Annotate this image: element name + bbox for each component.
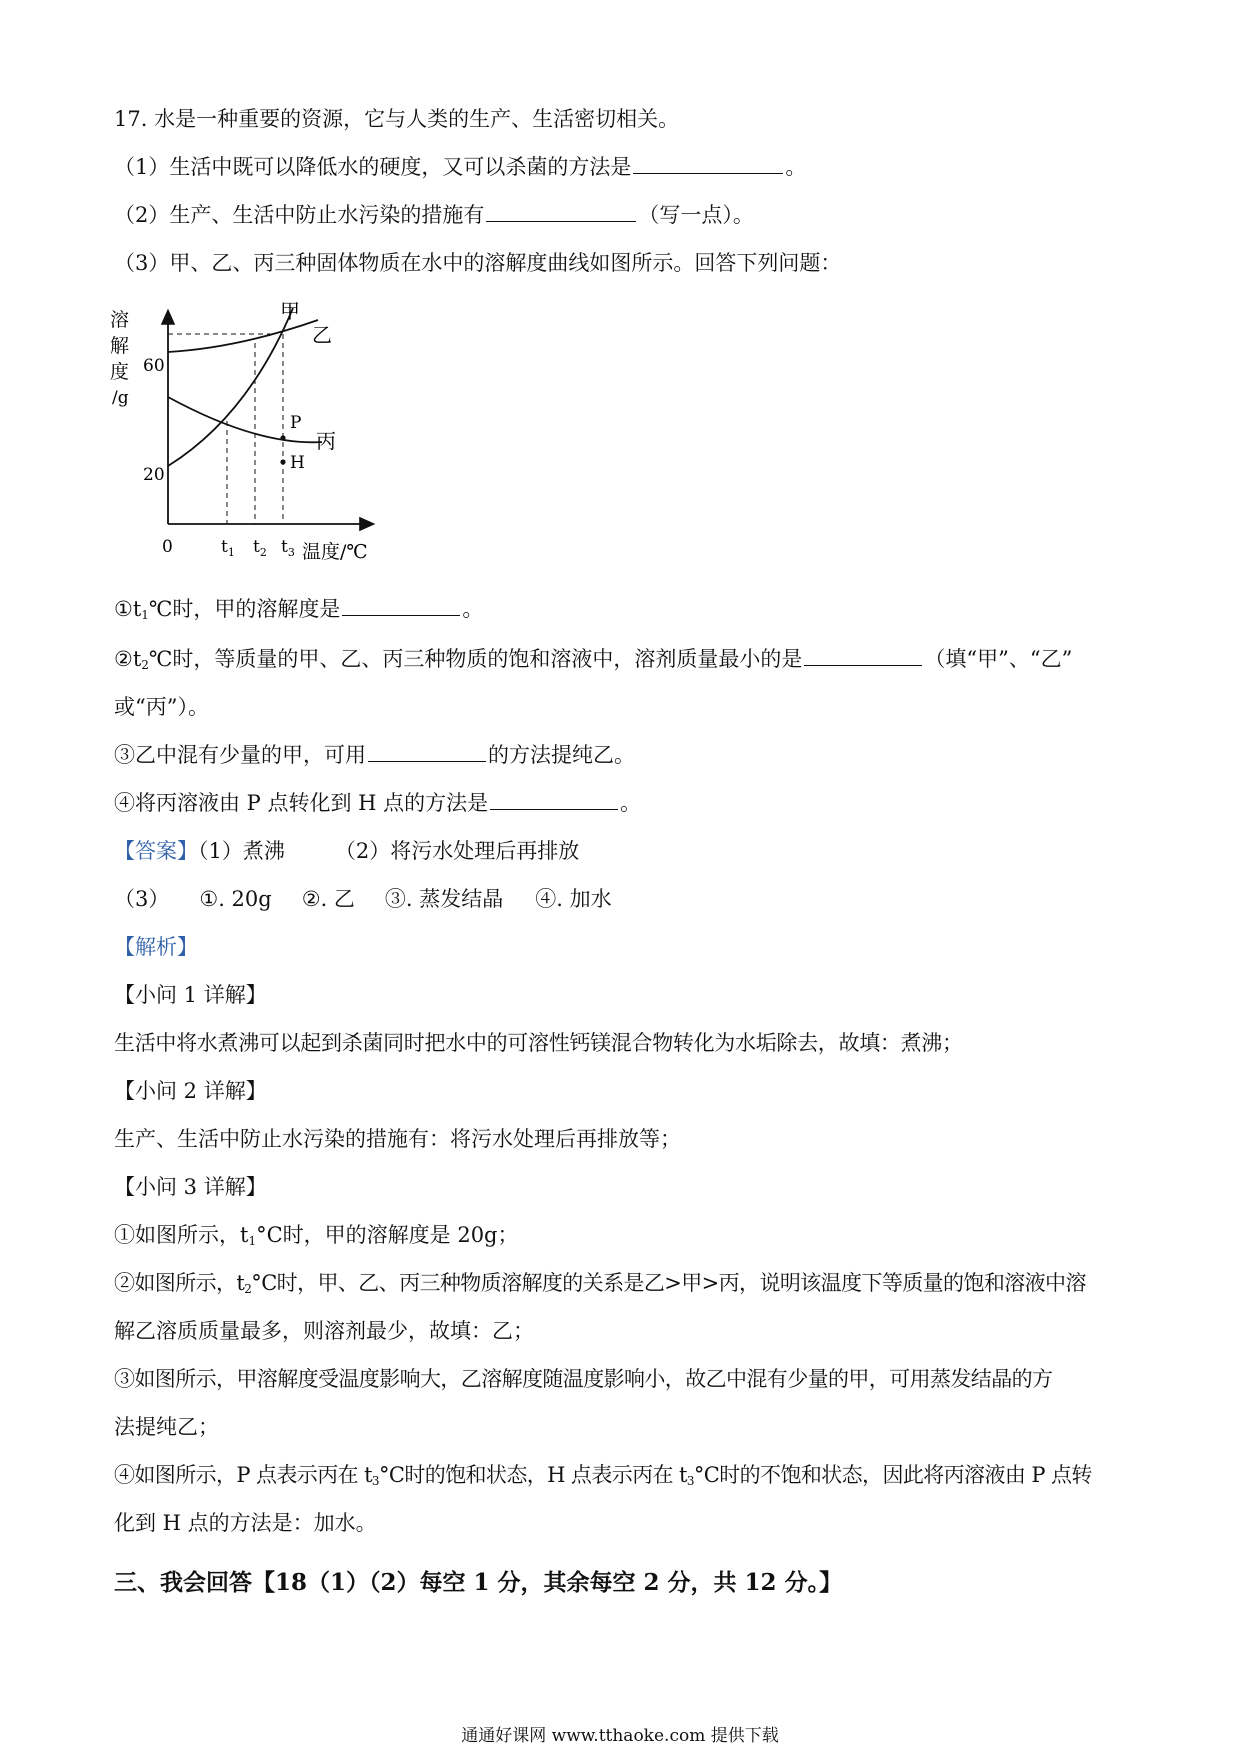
part-2-end: （写一点）。 (638, 203, 754, 227)
origin-label: 0 (162, 537, 173, 557)
analysis-s3-3-cont: 法提纯乙； (114, 1415, 219, 1439)
x-tick-t2: $t_2$ (253, 537, 267, 559)
analysis-s3-4-end: °C时的不饱和状态，因此将丙溶液由 P 点转 (693, 1463, 1092, 1487)
question-stem: 17. 水是一种重要的资源，它与人类的生产、生活密切相关。 (114, 107, 680, 131)
y-label-char-1: 溶 (110, 309, 130, 331)
question-part-3: （3）甲、乙、丙三种固体物质在水中的溶解度曲线如图所示。回答下列问题： (114, 251, 842, 275)
sub-question-4-end: 。 (620, 791, 642, 815)
answer-blank-1[interactable] (633, 153, 783, 174)
point-h-label: H (290, 453, 305, 473)
analysis-s3-1-prefix: ①如图所示，t (114, 1223, 249, 1247)
analysis-t2-subscript: 2 (244, 1282, 252, 1296)
t2-subscript: 2 (141, 658, 149, 672)
sub-question-1-text: ℃时，甲的溶解度是 (148, 597, 341, 621)
point-p-marker (280, 435, 285, 440)
analysis-t1-subscript: 1 (248, 1234, 257, 1248)
series-label-bing: 丙 (316, 429, 336, 453)
part-2-text: （2）生产、生活中防止水污染的措施有 (114, 203, 485, 227)
sub-question-1 (114, 594, 1140, 630)
answer-blank-4[interactable] (804, 645, 922, 666)
section-heading: 三、我会回答【18（1）（2）每空 1 分，其余每空 2 分，共 12 分。】 (114, 1569, 843, 1596)
analysis-s3-2-text: °C时，甲、乙、丙三种物质溶解度的关系是乙>甲>丙，说明该温度下等质量的饱和溶液中溶 (251, 1271, 1086, 1295)
analysis-s3-1-text: °C时，甲的溶解度是 20g； (256, 1223, 519, 1247)
sub-question-2-cont: 或“丙”）。 (114, 695, 209, 719)
answer-3-prefix: （3） (114, 887, 170, 911)
answer-line-1 (114, 836, 1140, 866)
analysis-s3-3: ③如图所示，甲溶解度受温度影响大，乙溶解度随温度影响小，故乙中混有少量的甲，可用蒸发结晶的方 (114, 1367, 1053, 1391)
analysis-s1-title: 【小问 1 详解】 (114, 983, 267, 1007)
y-tick-20: 20 (143, 465, 165, 485)
answer-3-2: ②. 乙 (301, 887, 355, 911)
analysis-s3-4 (114, 1460, 1140, 1496)
answer-blank-2[interactable] (486, 201, 636, 222)
part-1-end: 。 (785, 155, 807, 179)
x-tick-t1: $t_1$ (221, 537, 235, 559)
answer-label: 【答案】 (114, 839, 198, 863)
sub-question-3-end: 的方法提纯乙。 (488, 743, 635, 767)
sub-question-3 (114, 740, 1140, 770)
y-label-char-2: 解 (110, 335, 130, 357)
sub-question-2 (114, 644, 1140, 680)
sub-question-2-text: ℃时，等质量的甲、乙、丙三种物质的饱和溶液中，溶剂质量最小的是 (148, 647, 803, 671)
part-1-text: （1）生活中既可以降低水的硬度，又可以杀菌的方法是 (114, 155, 632, 179)
analysis-s3-4-cont: 化到 H 点的方法是：加水。 (114, 1511, 377, 1535)
answer-line-2 (114, 884, 1140, 914)
answer-2: （2）将污水处理后再排放 (334, 839, 580, 863)
y-tick-60: 60 (143, 356, 165, 376)
sub-question-3-text: ③乙中混有少量的甲，可用 (114, 743, 366, 767)
analysis-s3-2-prefix: ②如图所示，t (114, 1271, 245, 1295)
question-part-1 (114, 152, 1140, 182)
curve-yi (168, 320, 318, 352)
series-label-jia: 甲 (280, 299, 300, 323)
analysis-s3-1 (114, 1220, 1140, 1256)
sub-question-1-prefix: ①t (114, 597, 142, 621)
analysis-s3-4-mid: °C时的饱和状态，H 点表示丙在 t (378, 1463, 687, 1487)
analysis-s2-text: 生产、生活中防止水污染的措施有：将污水处理后再排放等； (114, 1127, 681, 1151)
point-p-label: P (290, 413, 302, 433)
sub-question-4-text: ④将丙溶液由 P 点转化到 H 点的方法是 (114, 791, 489, 815)
t1-subscript: 1 (141, 608, 149, 622)
analysis-s3-4-prefix: ④如图所示，P 点表示丙在 t (114, 1463, 372, 1487)
answer-blank-3[interactable] (342, 595, 460, 616)
sub-question-4 (114, 788, 1140, 818)
curve-jia (168, 308, 293, 466)
answer-blank-6[interactable] (490, 789, 618, 810)
question-part-2 (114, 200, 1140, 230)
page-footer: 通通好课网 www.tthaoke.com 提供下载 (461, 1726, 779, 1746)
answer-3-3: ③. 蒸发结晶 (384, 887, 504, 911)
analysis-t3-subscript-2: 3 (686, 1474, 694, 1488)
solubility-chart (108, 296, 408, 568)
analysis-t3-subscript-1: 3 (371, 1474, 379, 1488)
series-label-yi: 乙 (312, 323, 332, 347)
answer-blank-5[interactable] (368, 741, 486, 762)
analysis-s3-2 (114, 1268, 1140, 1304)
x-axis-label: 温度/℃ (302, 541, 368, 563)
sub-question-1-end: 。 (462, 597, 484, 621)
analysis-s3-2-cont: 解乙溶质质量最多，则溶剂最少，故填：乙； (114, 1319, 534, 1343)
sub-question-2-prefix: ②t (114, 647, 142, 671)
analysis-label: 【解析】 (114, 935, 198, 959)
analysis-s2-title: 【小问 2 详解】 (114, 1079, 267, 1103)
sub-question-2-end: （填“甲”、“乙” (924, 647, 1073, 671)
analysis-s1-text: 生活中将水煮沸可以起到杀菌同时把水中的可溶性钙镁混合物转化为水垢除去，故填：煮沸； (114, 1031, 963, 1055)
answer-1: （1）煮沸 (198, 839, 285, 863)
point-h-marker (280, 459, 285, 464)
y-label-unit: /g (112, 388, 129, 408)
analysis-s3-title: 【小问 3 详解】 (114, 1175, 267, 1199)
answer-3-4: ④. 加水 (535, 887, 612, 911)
answer-3-1: ①. 20g (199, 887, 272, 911)
y-label-char-3: 度 (110, 361, 130, 383)
x-tick-t3: $t_3$ (281, 537, 295, 559)
